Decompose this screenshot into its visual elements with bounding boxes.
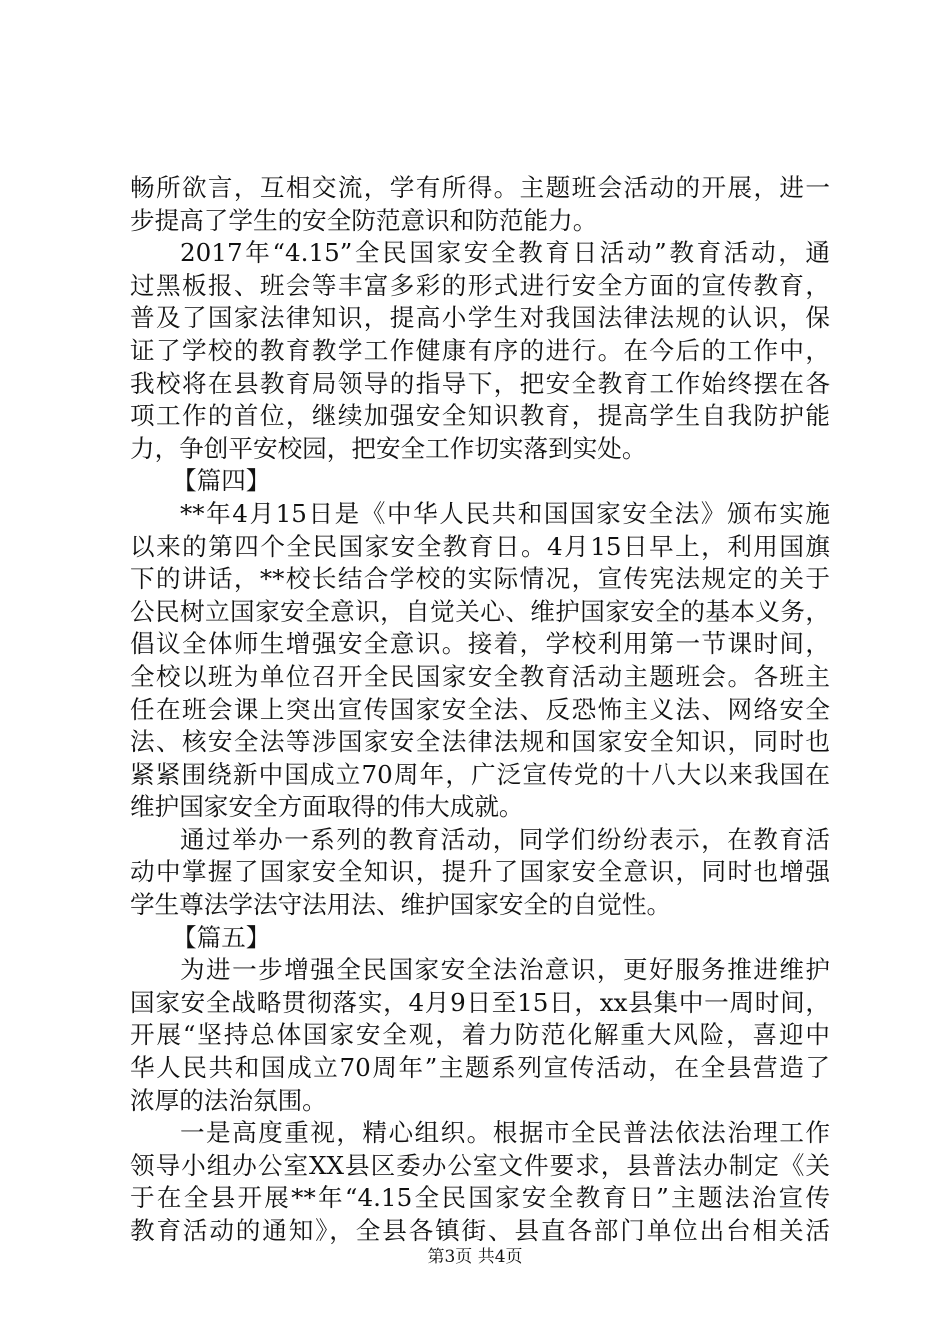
- text-line: 通过举办一系列的教育活动，同学们纷纷表示，在教育活: [180, 824, 830, 854]
- text-line: 倡议全体师生增强安全意识。接着，学校利用第一节课时间，: [130, 629, 830, 659]
- text-line: 于在全县开展**年“4.15全民国家安全教育日”主题法治宣传: [130, 1183, 830, 1213]
- text-line: 我校将在县教育局领导的指导下，把安全教育工作始终摆在各: [130, 368, 830, 398]
- section-heading: 【篇四】: [172, 466, 271, 496]
- text-line: 紧紧围绕新中国成立70周年，广泛宣传党的十八大以来我国在: [130, 759, 830, 789]
- text-line: 学生尊法学法守法用法、维护国家安全的自觉性。: [130, 890, 672, 920]
- text-line: 过黑板报、班会等丰富多彩的形式进行安全方面的宣传教育，: [130, 270, 830, 300]
- text-line: 国家安全战略贯彻落实，4月9日至15日，xx县集中一周时间，: [130, 987, 830, 1017]
- text-line: 浓厚的法治氛围。: [130, 1085, 327, 1115]
- document-body: [130, 172, 830, 1248]
- text-line: 法、核安全法等涉国家安全法律法规和国家安全知识，同时也: [130, 727, 830, 757]
- text-line: 普及了国家法律知识，提高小学生对我国法律法规的认识，保: [130, 303, 830, 333]
- section-heading: 【篇五】: [172, 922, 271, 952]
- text-line: 领导小组办公室XX县区委办公室文件要求，县普法办制定《关: [130, 1150, 830, 1180]
- text-line: 任在班会课上突出宣传国家安全法、反恐怖主义法、网络安全: [130, 694, 830, 724]
- text-line: 以来的第四个全民国家安全教育日。4月15日早上，利用国旗: [130, 531, 830, 561]
- text-line: 公民树立国家安全意识，自觉关心、维护国家安全的基本义务，: [130, 596, 830, 626]
- page-number-footer: 第3页 共4页: [427, 1247, 523, 1267]
- text-line: 项工作的首位，继续加强安全知识教育，提高学生自我防护能: [130, 401, 830, 431]
- text-line: 动中掌握了国家安全知识，提升了国家安全意识，同时也增强: [130, 857, 830, 887]
- text-line: 2017年“4.15”全民国家安全教育日活动”教育活动，通: [180, 238, 830, 268]
- text-line: 畅所欲言，互相交流，学有所得。主题班会活动的开展，进一: [130, 173, 830, 202]
- text-line: 下的讲话，**校长结合学校的实际情况，宣传宪法规定的关于: [130, 564, 830, 594]
- text-line: 教育活动的通知》，全县各镇街、县直各部门单位出台相关活: [130, 1216, 830, 1245]
- text-line: 力，争创平安校园，把安全工作切实落到实处。: [130, 433, 647, 463]
- text-line: **年4月15日是《中华人民共和国国家安全法》颁布实施: [180, 498, 830, 528]
- text-line: 一是高度重视，精心组织。根据市全民普法依法治理工作: [180, 1118, 830, 1148]
- text-line: 步提高了学生的安全防范意识和防范能力。: [130, 205, 598, 235]
- text-line: 为进一步增强全民国家安全法治意识，更好服务推进维护: [180, 955, 830, 985]
- text-line: 证了学校的教育教学工作健康有序的进行。在今后的工作中，: [130, 335, 830, 365]
- text-line: 全校以班为单位召开全民国家安全教育活动主题班会。各班主: [130, 661, 830, 691]
- text-line: 维护国家安全方面取得的伟大成就。: [130, 792, 524, 822]
- text-line: 华人民共和国成立70周年”主题系列宣传活动，在全县营造了: [130, 1053, 830, 1083]
- text-line: 开展“坚持总体国家安全观，着力防范化解重大风险，喜迎中: [130, 1020, 830, 1050]
